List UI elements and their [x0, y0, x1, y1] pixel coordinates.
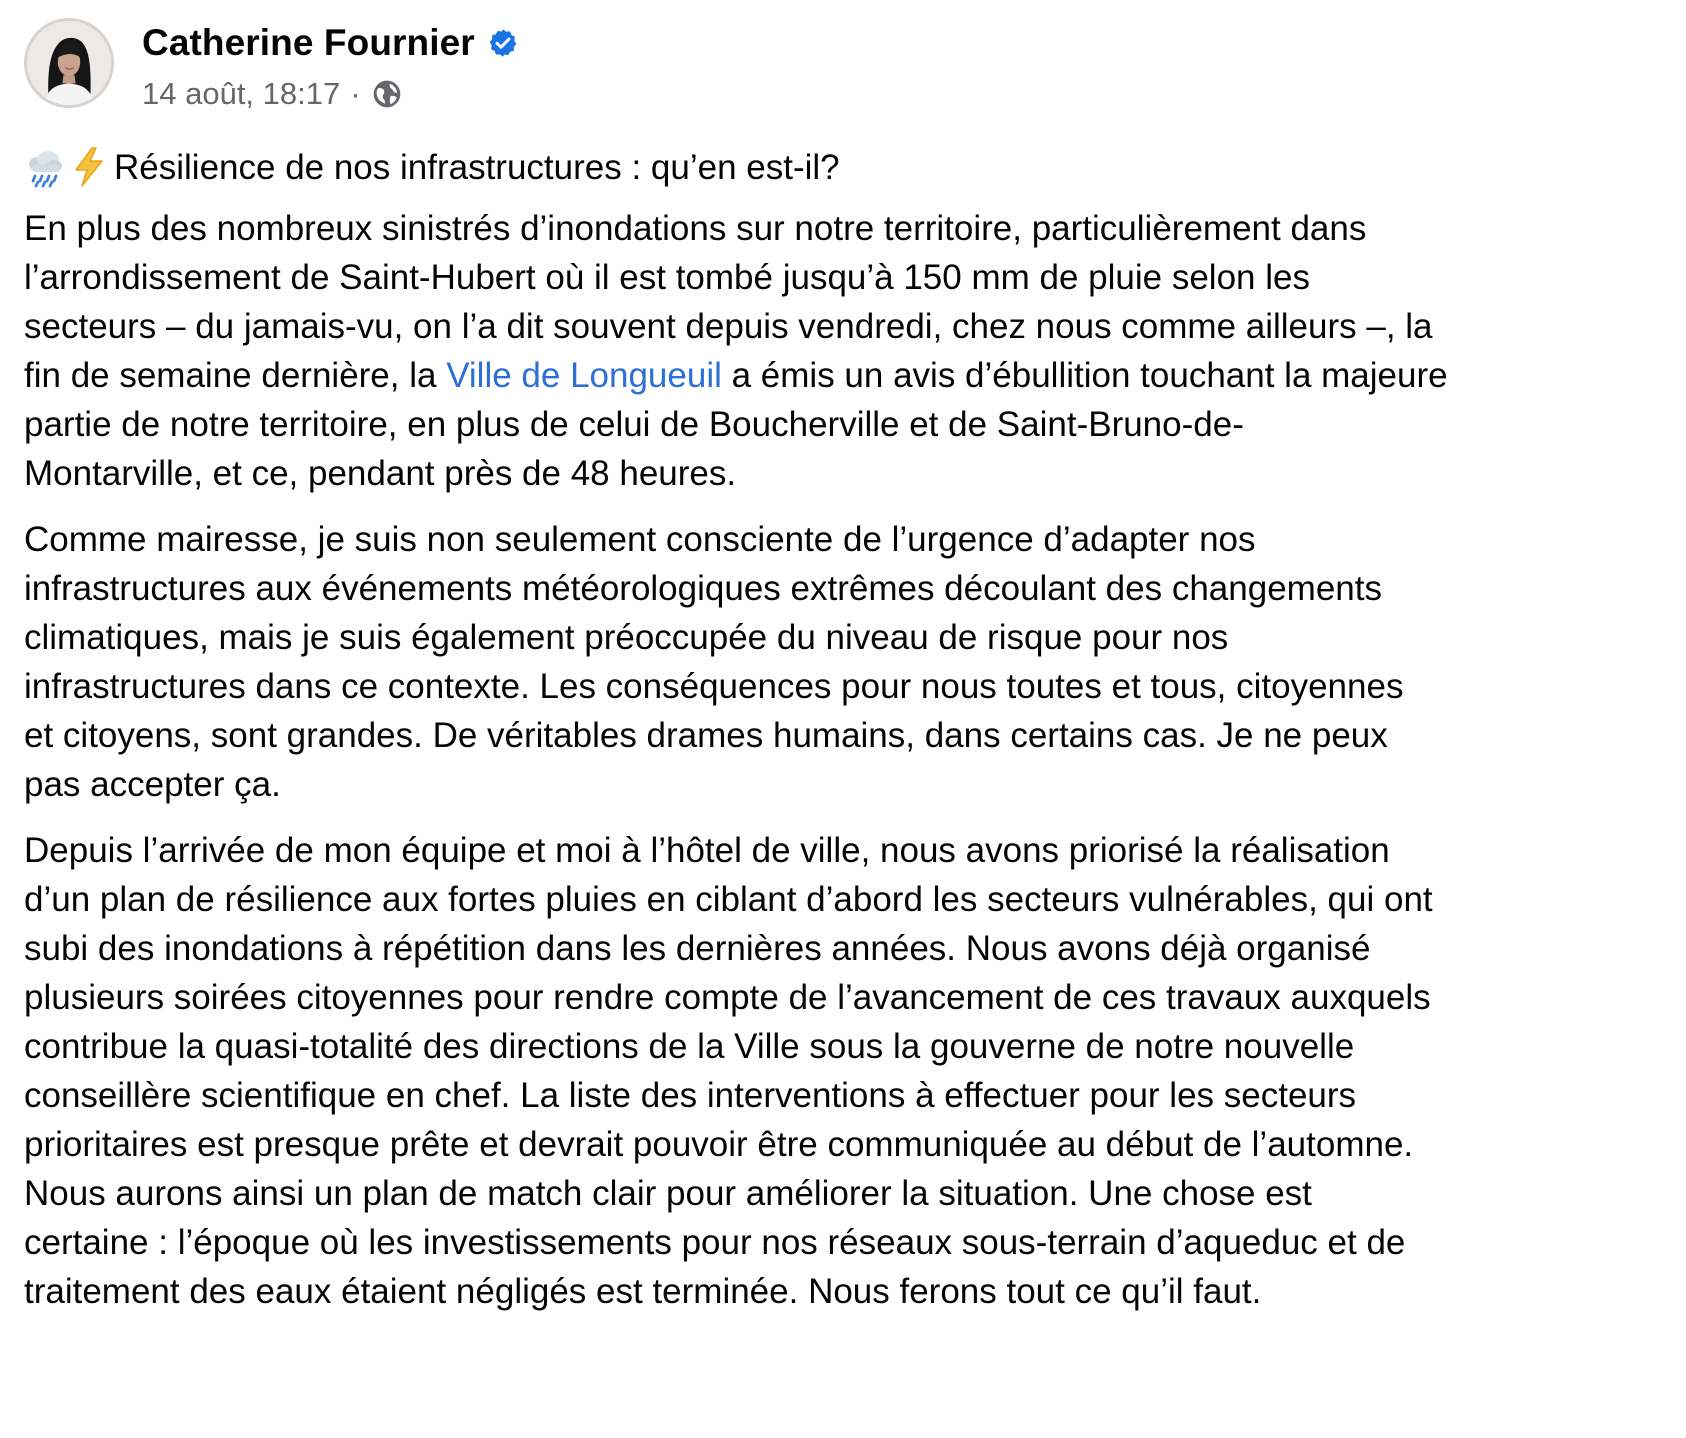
paragraph-3-line-6: conseillère scientifique en chef. La liste des interventions à effectuer pour les secteurs — [24, 1076, 1357, 1115]
paragraph-1-line-6: Montarville, et ce, pendant près de 48 heures. — [24, 454, 737, 493]
paragraph-1-line-4-after: a émis un avis d’ébullition touchant la majeure — [721, 356, 1448, 395]
high-voltage-icon — [68, 146, 110, 188]
paragraph-2-line-3: climatiques, mais je suis également préoccupée du niveau de risque pour nos — [24, 618, 1229, 657]
paragraph-3-line-4: plusieurs soirées citoyennes pour rendre compte de l’avancement de ces travaux auxquels — [24, 978, 1431, 1017]
globe-icon[interactable] — [371, 78, 403, 110]
post-title-line — [24, 138, 1674, 196]
paragraph-1 — [24, 204, 1674, 498]
author-avatar[interactable] — [24, 18, 114, 108]
ville-de-longueuil-link[interactable]: Ville de Longueuil — [446, 356, 722, 395]
meta-separator: · — [350, 76, 361, 111]
paragraph-3 — [24, 826, 1674, 1316]
cloud-with-rain-icon — [24, 146, 66, 188]
paragraph-2-line-2: infrastructures aux événements météorologiques extrêmes découlant des changements — [24, 569, 1382, 608]
paragraph-1-line-2: l’arrondissement de Saint-Hubert où il est tombé jusqu’à 150 mm de pluie selon les — [24, 258, 1310, 297]
paragraph-3-line-2: d’un plan de résilience aux fortes pluies en ciblant d’abord les secteurs vulnérables, qui ont — [24, 880, 1433, 919]
paragraph-2-line-1: Comme mairesse, je suis non seulement consciente de l’urgence d’adapter nos — [24, 520, 1256, 559]
post-timestamp[interactable]: 14 août, 18:17 — [142, 76, 341, 111]
post-body — [24, 138, 1674, 1333]
paragraph-2 — [24, 515, 1674, 809]
paragraph-1-line-4-before: fin de semaine dernière, la — [24, 356, 447, 395]
paragraph-3-line-3: subi des inondations à répétition dans les dernières années. Nous avons déjà organisé — [24, 929, 1371, 968]
profile-photo-icon — [27, 21, 111, 105]
paragraph-2-line-4: infrastructures dans ce contexte. Les conséquences pour nous toutes et tous, citoyennes — [24, 667, 1404, 706]
verified-badge-icon — [487, 27, 519, 59]
post-title: Résilience de nos infrastructures : qu’en est-il? — [114, 147, 840, 187]
paragraph-2-line-6: pas accepter ça. — [24, 765, 281, 804]
author-name[interactable]: Catherine Fournier — [142, 22, 475, 63]
paragraph-3-line-1: Depuis l’arrivée de mon équipe et moi à l’hôtel de ville, nous avons priorisé la réalisation — [24, 831, 1390, 870]
paragraph-3-line-7: prioritaires est presque prête et devrait pouvoir être communiquée au début de l’automne. — [24, 1125, 1414, 1164]
paragraph-1-line-5: partie de notre territoire, en plus de celui de Boucherville et de Saint-Bruno-de- — [24, 405, 1244, 444]
post-header — [24, 18, 924, 114]
paragraph-1-line-3: secteurs – du jamais-vu, on l’a dit souvent depuis vendredi, chez nous comme ailleurs –, la — [24, 307, 1433, 346]
paragraph-3-line-5: contribue la quasi-totalité des directions de la Ville sous la gouverne de notre nouvelle — [24, 1027, 1355, 1066]
paragraph-3-line-9: certaine : l’époque où les investissements pour nos réseaux sous-terrain d’aqueduc et de — [24, 1223, 1406, 1262]
paragraph-1-line-1: En plus des nombreux sinistrés d’inondations sur notre territoire, particulièrement dans — [24, 209, 1367, 248]
author-line — [142, 20, 519, 66]
paragraph-2-line-5: et citoyens, sont grandes. De véritables drames humains, dans certains cas. Je ne peux — [24, 716, 1388, 755]
paragraph-3-line-8: Nous aurons ainsi un plan de match clair pour améliorer la situation. Une chose est — [24, 1174, 1312, 1213]
paragraph-3-line-10: traitement des eaux étaient négligés est terminée. Nous ferons tout ce qu’il faut. — [24, 1272, 1262, 1311]
post-meta — [142, 72, 403, 116]
